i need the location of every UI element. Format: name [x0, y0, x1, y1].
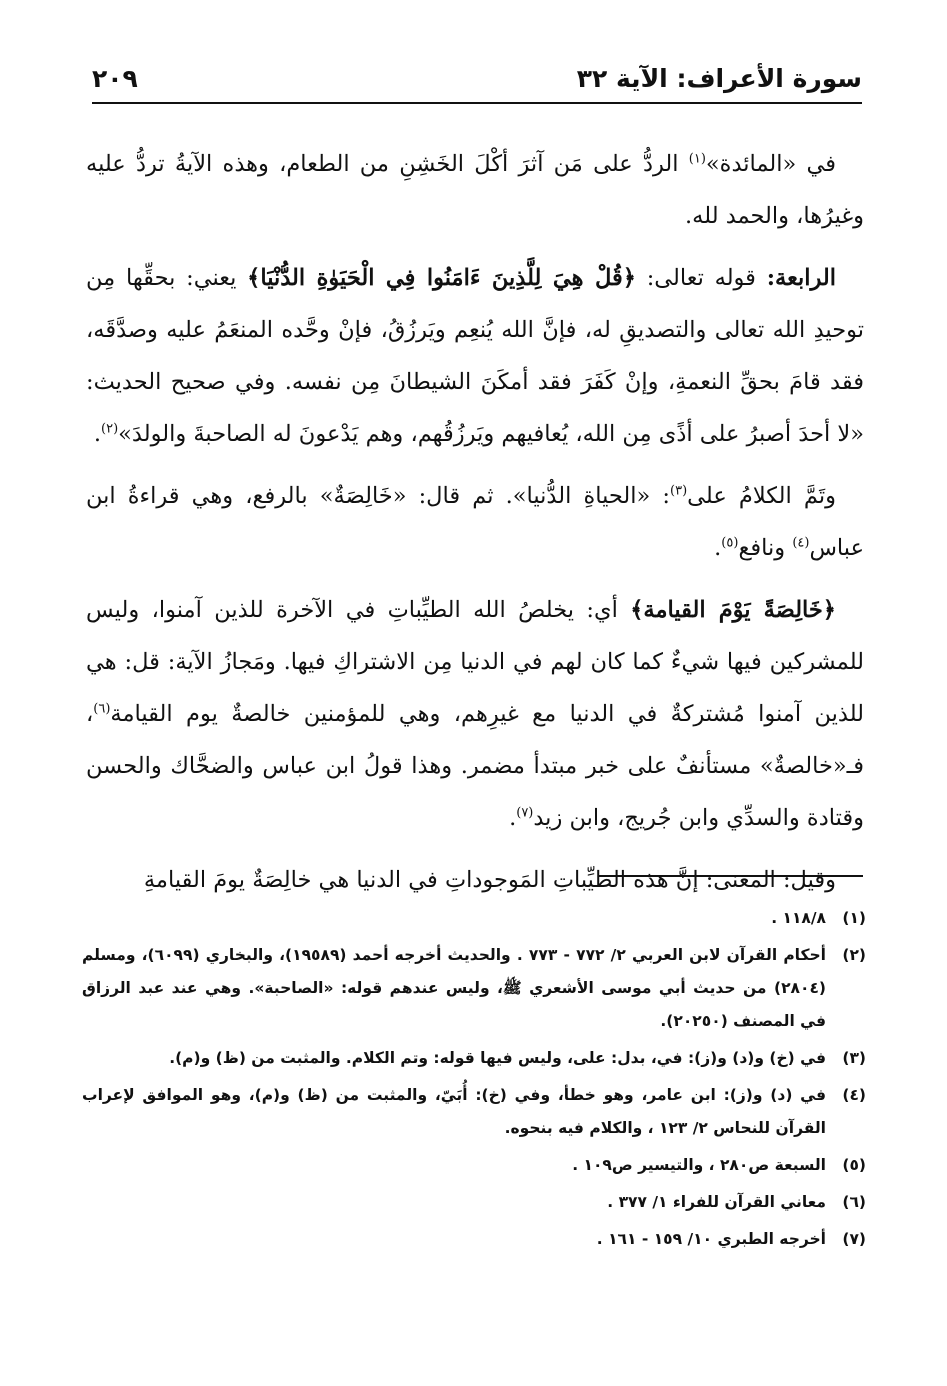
footnote-ref[interactable]: (٧): [516, 805, 534, 821]
footnote-number: (٦): [842, 1193, 866, 1211]
footnote-ref[interactable]: (٥): [721, 535, 739, 551]
footnote-number: (٣): [842, 1049, 866, 1067]
footnote-text: ١١٨/٨ .: [771, 909, 826, 927]
footnote-text: معاني القرآن للفراء ١/ ٣٧٧ .: [607, 1193, 826, 1211]
footnote-number: (٥): [842, 1156, 866, 1174]
footnote-item: [82, 902, 866, 935]
header-rule: [92, 102, 862, 104]
footnote-ref[interactable]: (١): [688, 151, 706, 167]
running-header: [92, 62, 862, 102]
footnote-item: [82, 1079, 866, 1145]
quran-verse: ﴿قُلْ هِيَ لِلَّذِينَ ءَامَنُوا فِي الْحَيَوٰةِ الدُّنْيَا﴾: [247, 265, 636, 291]
paragraph-3: [86, 470, 864, 574]
text-run: .: [509, 805, 517, 831]
footnote-number: (٤): [842, 1086, 866, 1104]
text-run: في «المائدة»: [705, 151, 836, 177]
footnote-item: [82, 1149, 866, 1182]
quran-verse: ﴿خَالِصَةً يَوْمَ القيامة﴾: [630, 597, 836, 623]
paragraph-4: [86, 584, 864, 844]
footnote-ref[interactable]: (٦): [93, 701, 111, 717]
footnotes: [82, 902, 866, 1260]
paragraph-5: [86, 854, 864, 906]
footnote-ref[interactable]: (٤): [792, 535, 810, 551]
footnote-text: في (د) و(ز): ابن عامر، وهو خطأ، وفي (خ): أُبَيّ، والمثبت من (ظ) و(م)، وهو الموافق لإعراب القرآن للنحاس ٢/ ١٢٣ ، والكلام فيه بنحوه.: [82, 1086, 826, 1137]
footnote-text: السبعة ص٢٨٠ ، والتيسير ص١٠٩ .: [572, 1156, 826, 1174]
footnote-separator: [598, 875, 863, 877]
text-run: : «الحياةِ الدُّنيا». ثم قال: «خَالِصَةٌ» بالرفع، وهي قراءةُ ابن عباس: [86, 483, 864, 561]
text-run: وتَمَّ الكلامُ على: [687, 483, 836, 509]
main-text: [86, 138, 864, 916]
surah-title: سورة الأعراف: الآية ٣٢: [576, 64, 862, 93]
text-run: يعني: بحقِّها مِن توحيدِ الله تعالى والتصديقِ له، فإنَّ الله يُنعِم ويَرزُقُ، فإنْ وحَّده المنعَمُ عليه وصدَّقَه، فقد قامَ بحقِّ النعمةِ، وإنْ كَفَرَ فقد أمكَنَ الشيطانَ مِن نفسه. وفي صحيح الحديث: «لا أحدَ أصبرُ على أذًى مِن الله، يُعافيهم ويَرزُقُهم، وهم يَدْعونَ له الصاحبةَ والولدَ»: [86, 265, 864, 447]
text-run: ونافع: [738, 535, 793, 561]
footnote-item: [82, 1042, 866, 1075]
paragraph-2: [86, 252, 864, 460]
text-run: أي: يخلصُ الله الطيِّباتِ في الآخرة للذين آمنوا، وليس للمشركين فيها شيءٌ كما كان لهم في الدنيا مِن الاشتراكِ فيها. ومَجازُ الآية: قل: هي للذين آمنوا مُشتركةٌ في الدنيا مع غيرِهم، وهي للمؤمنين خالصةٌ يوم القيامة: [86, 597, 864, 727]
footnote-item: [82, 939, 866, 1038]
footnote-ref[interactable]: (٢): [101, 421, 119, 437]
footnote-text: في (خ) و(د) و(ز): في، بدل: على، وليس فيها قوله: وتم الكلام. والمثبت من (ظ) و(م).: [169, 1049, 826, 1067]
text-run: ، فـ«خالصةٌ» مستأنفٌ على خبر مبتدأ مضمر. وهذا قولُ ابن عباس والضحَّاك والحسن وقتادة والسدِّي وابن جُريج، وابن زيد: [86, 701, 864, 831]
footnote-text: أحكام القرآن لابن العربي ٢/ ٧٧٢ - ٧٧٣ . والحديث أخرجه أحمد (١٩٥٨٩)، والبخاري (٦٠٩٩)، ومسلم (٢٨٠٤) من حديث أبي موسى الأشعري ﷺ، وليس عندهم قوله: «الصاحبة». وهي عند عبد الرزاق في المصنف (٢٠٢٥٠).: [82, 946, 826, 1030]
text-run: وقيل: المعنى: إنَّ هذه الطيِّباتِ المَوجوداتِ في الدنيا هي خالِصَةٌ يومَ القيامةِ: [143, 867, 836, 893]
section-lead: الرابعة:: [766, 265, 836, 291]
footnote-number: (١): [842, 909, 866, 927]
footnote-item: [82, 1186, 866, 1219]
footnote-number: (٧): [842, 1230, 866, 1248]
footnote-ref[interactable]: (٣): [670, 483, 688, 499]
footnote-text: أخرجه الطبري ١٠/ ١٥٩ - ١٦١ .: [596, 1230, 826, 1248]
footnote-number: (٢): [842, 946, 866, 964]
text-run: الردُّ على مَن آثرَ أكْلَ الخَشِنِ من الطعام، وهذه الآيةُ تردُّ عليه وغيرُها، والحمد لله.: [86, 151, 864, 229]
footnote-item: [82, 1223, 866, 1256]
text-run: .: [93, 421, 102, 447]
page-number: ٢٠٩: [92, 64, 138, 93]
paragraph-1: [86, 138, 864, 242]
text-run: قوله تعالى:: [635, 265, 767, 291]
text-run: .: [714, 535, 722, 561]
